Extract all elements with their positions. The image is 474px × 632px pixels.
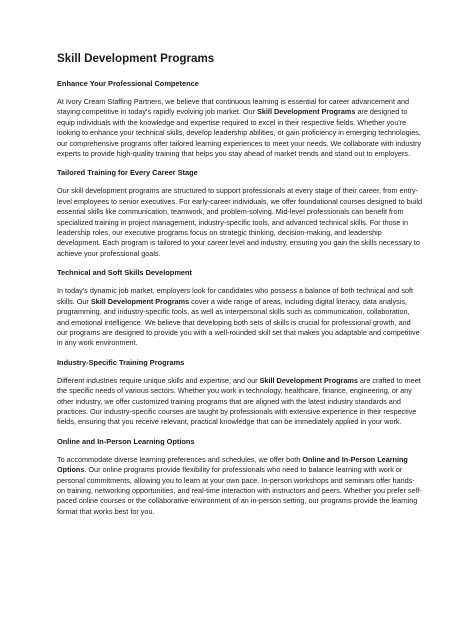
text-run: Our skill development programs are structured to support professionals at every stage of their career, from entry-level employees to senior executives. For early-career individuals, we offer foundational courses designed to build essential skills like communication, teamwork, and problem-solving. Mid-level professionals can benefit from specialized training in project management, industry-specific tools, and advanced technical skills. For those in leadership roles, our executive programs focus on strategic thinking, decision-making, and leadership development. Each program is tailored to your career level and industry, ensuring you gain the skills necessary to achieve your professional goals.	[57, 186, 422, 258]
text-run: are designed to equip individuals with the knowledge and expertise required to excel in their respective fields. Whether you're looking to enhance your technical skills, develop leadership abilities, or gain proficiency in emerging technologies, our comprehensive programs offer tailored learning experiences to meet your needs. We collaborate with industry experts to provide high-quality training that helps you stay ahead of market trends and stand out to employers.	[57, 107, 422, 159]
text-run: are crafted to meet the specific needs of various sectors. Whether you work in technology, healthcare, finance, engineering, or any other industry, we offer customized training programs that are aligned with the latest industry standards and practices. Our industry-specific courses are taught by professionals with extensive experience in their respective fields, ensuring that you receive relevant, practical knowledge that can be immediately applied in your work.	[57, 375, 421, 427]
section-industry	[57, 358, 422, 428]
bold-text-run: Skill Development Programs	[259, 375, 358, 385]
bold-text-run: Skill Development Programs	[90, 296, 190, 306]
section-enhance	[57, 79, 422, 159]
section-heading-industry: Industry-Specific Training Programs	[57, 357, 185, 367]
section-technical-soft	[57, 268, 422, 348]
page-title: Skill Development Programs	[57, 52, 215, 65]
text-run: At Ivory Cream Staffing Partners, we believe that continuous learning is essential for career advancement and staying competitive in today's rapidly evolving job market. Our	[57, 97, 410, 117]
text-run: cover a wide range of areas, including digital literacy, data analysis, programming, and industry-specific tools, as well as interpersonal skills such as communication, collaboration, and emotional intelligence. We believe that developing both sets of skills is crucial for professional growth, and our programs are designed to provide you with a well-rounded skill set that makes you adaptable and competitive in any work environment.	[57, 296, 420, 348]
text-run: In today's dynamic job market, employers look for candidates who possess a balance of both technical and soft skills. Our	[57, 286, 414, 306]
section-body-technical-soft	[57, 286, 422, 348]
section-tailored	[57, 168, 422, 259]
section-learning-options	[57, 437, 422, 517]
section-heading-enhance: Enhance Your Professional Competence	[57, 79, 199, 88]
bold-text-run: Online and In-Person Learning Options	[57, 454, 408, 475]
section-heading-learning-options: Online and In-Person Learning Options	[57, 436, 195, 446]
text-run: To accommodate diverse learning preferences and schedules, we offer both	[57, 454, 303, 464]
section-body-learning-options	[57, 455, 422, 517]
section-heading-technical-soft: Technical and Soft Skills Development	[57, 268, 192, 278]
section-body-tailored	[57, 186, 422, 259]
bold-text-run: Skill Development Programs	[257, 107, 356, 117]
section-body-enhance	[57, 97, 422, 159]
section-heading-tailored: Tailored Training for Every Career Stage	[57, 168, 198, 178]
section-body-industry	[57, 376, 422, 428]
text-run: . Our online programs provide flexibility for professionals who need to balance learning with work or personal commitments, allowing you to learn at your own pace. In-person workshops and seminars offer hands-on training, networking opportunities, and real-time interaction with instructors and peers. Whether you prefer self-paced online courses or the collaborative environment of an in-person setting, our programs provide the learning format that works best for you.	[57, 465, 422, 516]
text-run: Different industries require unique skills and expertise, and our	[57, 375, 260, 385]
